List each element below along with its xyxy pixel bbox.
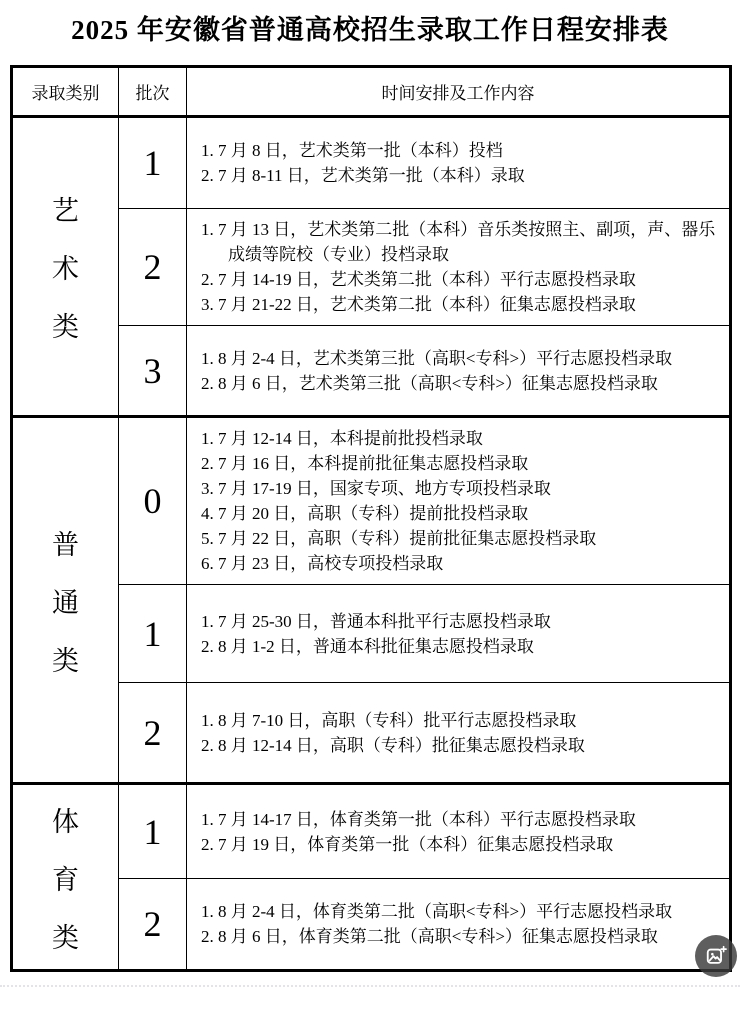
category-char: 类: [52, 312, 79, 342]
save-image-button[interactable]: [695, 935, 737, 977]
batch-cell: 1: [119, 117, 187, 209]
table-row: [12, 879, 731, 971]
header-batch: 批次: [119, 67, 187, 117]
category-char: 体: [52, 806, 79, 837]
schedule-item: 1. 8 月 2-4 日，体育类第二批（高职<专科>）平行志愿投档录取: [201, 902, 673, 921]
table-row: [12, 417, 731, 585]
batch-cell: 3: [119, 326, 187, 417]
category-cell: [12, 417, 119, 784]
header-content: 时间安排及工作内容: [187, 67, 731, 117]
batch-cell: 2: [119, 209, 187, 326]
schedule-item: 1. 7 月 12-14 日，本科提前批投档录取: [201, 429, 483, 448]
content-cell: [187, 209, 731, 326]
category-char: 育: [52, 864, 79, 895]
content-cell: [187, 784, 731, 879]
schedule-item: 2. 7 月 19 日，体育类第一批（本科）征集志愿投档录取: [201, 834, 614, 854]
category-cell: [12, 117, 119, 417]
content-cell: [187, 117, 731, 209]
schedule-item: 2. 8 月 6 日，体育类第二批（高职<专科>）征集志愿投档录取: [201, 927, 658, 946]
page-break-divider: [0, 985, 740, 987]
batch-cell: 0: [119, 417, 187, 585]
schedule-item: 3. 7 月 17-19 日，国家专项、地方专项投档录取: [201, 479, 551, 498]
batch-cell: 1: [119, 784, 187, 879]
schedule-item: 2. 8 月 12-14 日，高职（专科）批征集志愿投档录取: [201, 735, 585, 755]
schedule-item: 1. 7 月 25-30 日，普通本科批平行志愿投档录取: [201, 611, 551, 631]
content-cell: [187, 417, 731, 585]
schedule-item: 1. 8 月 7-10 日，高职（专科）批平行志愿投档录取: [201, 710, 577, 730]
schedule-item: 4. 7 月 20 日，高职（专科）提前批投档录取: [201, 504, 529, 523]
category-char: 普: [52, 529, 79, 560]
table-row: [12, 585, 731, 683]
schedule-item: 2. 7 月 14-19 日，艺术类第二批（本科）平行志愿投档录取: [201, 270, 636, 289]
table-row: [12, 326, 731, 417]
table-header-row: [12, 67, 731, 117]
schedule-item: 2. 8 月 1-2 日，普通本科批征集志愿投档录取: [201, 636, 534, 656]
schedule-item: 1. 8 月 2-4 日，艺术类第三批（高职<专科>）平行志愿投档录取: [201, 348, 673, 368]
category-char: 类: [52, 645, 79, 676]
table-body: [12, 117, 731, 971]
schedule-table: [10, 65, 732, 972]
table-row: [12, 209, 731, 326]
content-cell: [187, 879, 731, 971]
header-category: 录取类别: [12, 67, 119, 117]
table-row: [12, 683, 731, 784]
schedule-item: 2. 8 月 6 日，艺术类第三批（高职<专科>）征集志愿投档录取: [201, 373, 658, 393]
schedule-item: 2. 7 月 8-11 日，艺术类第一批（本科）录取: [201, 166, 525, 185]
content-cell: [187, 585, 731, 683]
batch-cell: 2: [119, 879, 187, 971]
category-char: 术: [52, 254, 79, 284]
schedule-item: 1. 7 月 13 日，艺术类第二批（本科）音乐类按照主、副项，声、器乐成绩等院校（专业）投档录取: [201, 220, 716, 264]
batch-cell: 1: [119, 585, 187, 683]
batch-cell: 2: [119, 683, 187, 784]
schedule-item: 2. 7 月 16 日，本科提前批征集志愿投档录取: [201, 454, 529, 473]
image-plus-icon: [705, 945, 727, 967]
content-cell: [187, 683, 731, 784]
schedule-item: 3. 7 月 21-22 日，艺术类第二批（本科）征集志愿投档录取: [201, 295, 636, 314]
category-char: 艺: [52, 196, 79, 226]
table-row: [12, 117, 731, 209]
schedule-item: 6. 7 月 23 日，高校专项投档录取: [201, 554, 444, 573]
table-row: [12, 784, 731, 879]
content-cell: [187, 326, 731, 417]
schedule-item: 5. 7 月 22 日，高职（专科）提前批征集志愿投档录取: [201, 529, 597, 548]
schedule-item: 1. 7 月 14-17 日，体育类第一批（本科）平行志愿投档录取: [201, 809, 636, 829]
schedule-item: 1. 7 月 8 日，艺术类第一批（本科）投档: [201, 141, 503, 160]
category-char: 类: [52, 922, 79, 953]
category-char: 通: [52, 587, 79, 618]
category-cell: [12, 784, 119, 971]
page-title: 2025 年安徽省普通高校招生录取工作日程安排表: [71, 15, 669, 45]
